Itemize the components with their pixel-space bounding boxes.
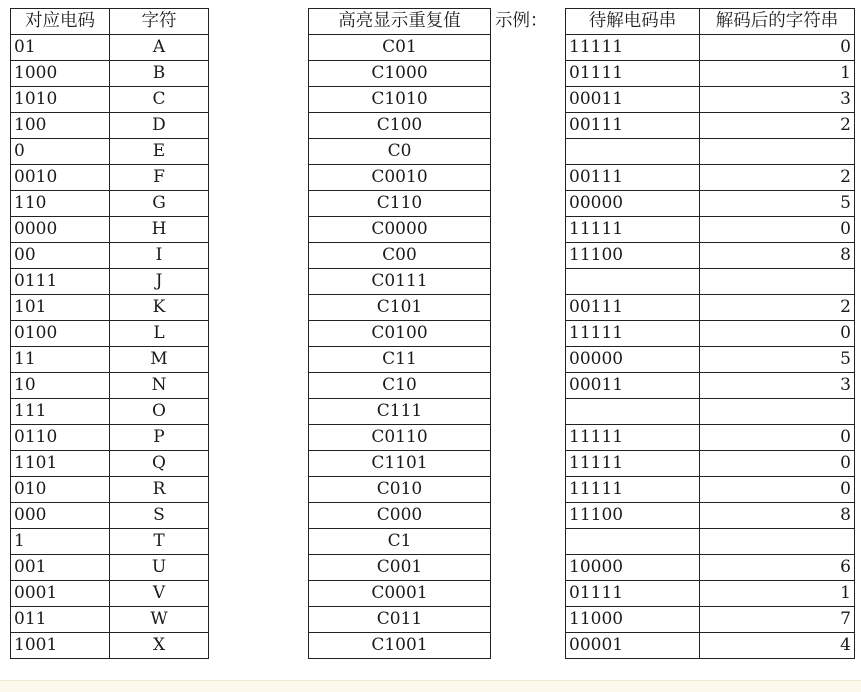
decoded-cell[interactable]: 4: [700, 633, 855, 659]
header-cell-decoded[interactable]: 解码后的字符串: [700, 9, 855, 35]
decode-example-table: [565, 8, 855, 659]
table-row: [566, 191, 855, 217]
code-cell[interactable]: 0000: [11, 217, 110, 243]
highlight-cell[interactable]: C001: [309, 555, 491, 581]
header-cell-highlight[interactable]: 高亮显示重复值: [309, 9, 491, 35]
code-cell[interactable]: 0100: [11, 321, 110, 347]
table-row: [11, 529, 209, 555]
encoded-cell[interactable]: 11111: [566, 451, 700, 477]
code-char-table: [10, 8, 209, 659]
table-row: [11, 321, 209, 347]
char-cell[interactable]: K: [110, 295, 209, 321]
char-cell[interactable]: T: [110, 529, 209, 555]
table-row: [11, 217, 209, 243]
highlight-cell[interactable]: C0111: [309, 269, 491, 295]
table-row: [11, 633, 209, 659]
table-row: [309, 347, 491, 373]
table-row: [566, 347, 855, 373]
code-cell[interactable]: 0111: [11, 269, 110, 295]
table-row: [11, 555, 209, 581]
table-row: [309, 321, 491, 347]
encoded-cell[interactable]: [566, 529, 700, 555]
table-row: [11, 295, 209, 321]
encoded-cell[interactable]: 00000: [566, 191, 700, 217]
encoded-cell[interactable]: 00000: [566, 347, 700, 373]
table-row: [309, 399, 491, 425]
table-row: [566, 555, 855, 581]
table-header-row: [309, 9, 491, 35]
table-row: [566, 581, 855, 607]
highlight-cell[interactable]: C011: [309, 607, 491, 633]
decoded-cell[interactable]: 2: [700, 165, 855, 191]
encoded-cell[interactable]: 01111: [566, 581, 700, 607]
decoded-cell[interactable]: 0: [700, 321, 855, 347]
table-row: [566, 451, 855, 477]
decoded-cell[interactable]: 7: [700, 607, 855, 633]
table-row: [566, 217, 855, 243]
code-cell[interactable]: 111: [11, 399, 110, 425]
char-cell[interactable]: A: [110, 35, 209, 61]
table-row: [566, 269, 855, 295]
decoded-cell[interactable]: [700, 529, 855, 555]
decoded-cell[interactable]: 3: [700, 87, 855, 113]
decoded-cell[interactable]: 8: [700, 243, 855, 269]
table-row: [566, 373, 855, 399]
code-cell[interactable]: 100: [11, 113, 110, 139]
char-cell[interactable]: R: [110, 477, 209, 503]
table-row: [566, 633, 855, 659]
table-header-row: [11, 9, 209, 35]
char-cell[interactable]: M: [110, 347, 209, 373]
code-cell[interactable]: 11: [11, 347, 110, 373]
table-row: [309, 61, 491, 87]
table-row: [566, 477, 855, 503]
char-cell[interactable]: V: [110, 581, 209, 607]
char-cell[interactable]: Q: [110, 451, 209, 477]
decoded-cell[interactable]: 1: [700, 61, 855, 87]
table-row: [566, 607, 855, 633]
decoded-cell[interactable]: [700, 399, 855, 425]
decoded-cell[interactable]: [700, 139, 855, 165]
char-cell[interactable]: N: [110, 373, 209, 399]
table-row: [309, 529, 491, 555]
table-row: [566, 503, 855, 529]
table-row: [309, 165, 491, 191]
encoded-cell[interactable]: 00111: [566, 295, 700, 321]
table-row: [566, 113, 855, 139]
code-cell[interactable]: 011: [11, 607, 110, 633]
table-row: [309, 243, 491, 269]
char-cell[interactable]: I: [110, 243, 209, 269]
table-header-row: [566, 9, 855, 35]
table-row: [11, 139, 209, 165]
highlight-cell[interactable]: C1101: [309, 451, 491, 477]
decoded-cell[interactable]: 5: [700, 347, 855, 373]
table-row: [11, 581, 209, 607]
encoded-cell[interactable]: 11111: [566, 217, 700, 243]
char-cell[interactable]: E: [110, 139, 209, 165]
table-row: [11, 373, 209, 399]
code-cell[interactable]: 01: [11, 35, 110, 61]
char-cell[interactable]: W: [110, 607, 209, 633]
char-cell[interactable]: P: [110, 425, 209, 451]
char-cell[interactable]: F: [110, 165, 209, 191]
highlight-cell[interactable]: C0110: [309, 425, 491, 451]
highlight-cell[interactable]: C01: [309, 35, 491, 61]
table-row: [566, 425, 855, 451]
highlight-cell[interactable]: C0000: [309, 217, 491, 243]
table-row: [11, 35, 209, 61]
code-cell[interactable]: 00: [11, 243, 110, 269]
code-cell[interactable]: 000: [11, 503, 110, 529]
char-cell[interactable]: J: [110, 269, 209, 295]
highlight-cell[interactable]: C111: [309, 399, 491, 425]
encoded-cell[interactable]: 00011: [566, 373, 700, 399]
table-row: [11, 425, 209, 451]
table-row: [309, 113, 491, 139]
table-row: [309, 139, 491, 165]
encoded-cell[interactable]: 11111: [566, 321, 700, 347]
table-row: [309, 295, 491, 321]
table-row: [309, 217, 491, 243]
table-row: [309, 633, 491, 659]
table-row: [309, 555, 491, 581]
table-row: [566, 243, 855, 269]
encoded-cell[interactable]: 11111: [566, 425, 700, 451]
highlight-cell[interactable]: C010: [309, 477, 491, 503]
table-row: [309, 191, 491, 217]
table-row: [11, 477, 209, 503]
table-row: [566, 529, 855, 555]
example-label: 示例：: [495, 11, 548, 31]
header-cell-encoded[interactable]: 待解电码串: [566, 9, 700, 35]
table-row: [566, 61, 855, 87]
decoded-cell[interactable]: [700, 269, 855, 295]
table-row: [566, 399, 855, 425]
code-cell[interactable]: 1001: [11, 633, 110, 659]
decoded-cell[interactable]: 8: [700, 503, 855, 529]
highlight-cell[interactable]: C101: [309, 295, 491, 321]
table-row: [11, 399, 209, 425]
code-cell[interactable]: 110: [11, 191, 110, 217]
table-row: [566, 295, 855, 321]
table-row: [309, 87, 491, 113]
table-row: [11, 243, 209, 269]
decoded-cell[interactable]: 1: [700, 581, 855, 607]
code-cell[interactable]: 1010: [11, 87, 110, 113]
highlight-cell[interactable]: C0: [309, 139, 491, 165]
code-cell[interactable]: 0001: [11, 581, 110, 607]
decoded-cell[interactable]: 0: [700, 217, 855, 243]
encoded-cell[interactable]: 00011: [566, 87, 700, 113]
table-row: [566, 35, 855, 61]
table-row: [11, 451, 209, 477]
decoded-cell[interactable]: 0: [700, 425, 855, 451]
char-cell[interactable]: S: [110, 503, 209, 529]
decoded-cell[interactable]: 2: [700, 113, 855, 139]
decoded-cell[interactable]: 3: [700, 373, 855, 399]
bottom-bar: [0, 680, 861, 692]
code-cell[interactable]: 010: [11, 477, 110, 503]
char-cell[interactable]: U: [110, 555, 209, 581]
encoded-cell[interactable]: [566, 139, 700, 165]
highlight-duplicates-table: [308, 8, 491, 659]
encoded-cell[interactable]: 00111: [566, 113, 700, 139]
decoded-cell[interactable]: 2: [700, 295, 855, 321]
encoded-cell[interactable]: 01111: [566, 61, 700, 87]
highlight-cell[interactable]: C100: [309, 113, 491, 139]
table-row: [566, 165, 855, 191]
encoded-cell[interactable]: 11111: [566, 35, 700, 61]
highlight-cell[interactable]: C1000: [309, 61, 491, 87]
decoded-cell[interactable]: 0: [700, 35, 855, 61]
table-row: [11, 503, 209, 529]
highlight-cell[interactable]: C11: [309, 347, 491, 373]
table-row: [566, 321, 855, 347]
code-cell[interactable]: 0010: [11, 165, 110, 191]
table-row: [566, 139, 855, 165]
table-row: [309, 425, 491, 451]
code-cell[interactable]: 1: [11, 529, 110, 555]
encoded-cell[interactable]: [566, 269, 700, 295]
table-row: [11, 269, 209, 295]
table-row: [11, 113, 209, 139]
highlight-cell[interactable]: C1: [309, 529, 491, 555]
table-row: [11, 87, 209, 113]
encoded-cell[interactable]: 10000: [566, 555, 700, 581]
table-row: [309, 477, 491, 503]
decoded-cell[interactable]: 5: [700, 191, 855, 217]
encoded-cell[interactable]: 11100: [566, 503, 700, 529]
table-row: [566, 87, 855, 113]
code-cell[interactable]: 1000: [11, 61, 110, 87]
encoded-cell[interactable]: 11100: [566, 243, 700, 269]
table-row: [11, 191, 209, 217]
code-cell[interactable]: 1101: [11, 451, 110, 477]
highlight-cell[interactable]: C110: [309, 191, 491, 217]
char-cell[interactable]: O: [110, 399, 209, 425]
header-cell-code[interactable]: 对应电码: [11, 9, 110, 35]
char-cell[interactable]: X: [110, 633, 209, 659]
encoded-cell[interactable]: 11000: [566, 607, 700, 633]
char-cell[interactable]: B: [110, 61, 209, 87]
highlight-cell[interactable]: C10: [309, 373, 491, 399]
header-cell-char[interactable]: 字符: [110, 9, 209, 35]
highlight-cell[interactable]: C1010: [309, 87, 491, 113]
table-row: [11, 61, 209, 87]
table-row: [309, 373, 491, 399]
code-cell[interactable]: 001: [11, 555, 110, 581]
table-row: [309, 581, 491, 607]
highlight-cell[interactable]: C1001: [309, 633, 491, 659]
encoded-cell[interactable]: 11111: [566, 477, 700, 503]
decoded-cell[interactable]: 6: [700, 555, 855, 581]
table-row: [309, 607, 491, 633]
char-cell[interactable]: L: [110, 321, 209, 347]
code-cell[interactable]: 0: [11, 139, 110, 165]
highlight-cell[interactable]: C0010: [309, 165, 491, 191]
highlight-cell[interactable]: C0001: [309, 581, 491, 607]
code-cell[interactable]: 101: [11, 295, 110, 321]
char-cell[interactable]: H: [110, 217, 209, 243]
decoded-cell[interactable]: 0: [700, 477, 855, 503]
highlight-cell[interactable]: C000: [309, 503, 491, 529]
decoded-cell[interactable]: 0: [700, 451, 855, 477]
encoded-cell[interactable]: 00001: [566, 633, 700, 659]
encoded-cell[interactable]: 00111: [566, 165, 700, 191]
code-cell[interactable]: 0110: [11, 425, 110, 451]
table-row: [309, 451, 491, 477]
table-row: [11, 607, 209, 633]
table-row: [11, 165, 209, 191]
char-cell[interactable]: G: [110, 191, 209, 217]
table-row: [11, 347, 209, 373]
code-cell[interactable]: 10: [11, 373, 110, 399]
table-row: [309, 503, 491, 529]
highlight-cell[interactable]: C0100: [309, 321, 491, 347]
char-cell[interactable]: C: [110, 87, 209, 113]
char-cell[interactable]: D: [110, 113, 209, 139]
highlight-cell[interactable]: C00: [309, 243, 491, 269]
table-row: [309, 269, 491, 295]
encoded-cell[interactable]: [566, 399, 700, 425]
table-row: [309, 35, 491, 61]
